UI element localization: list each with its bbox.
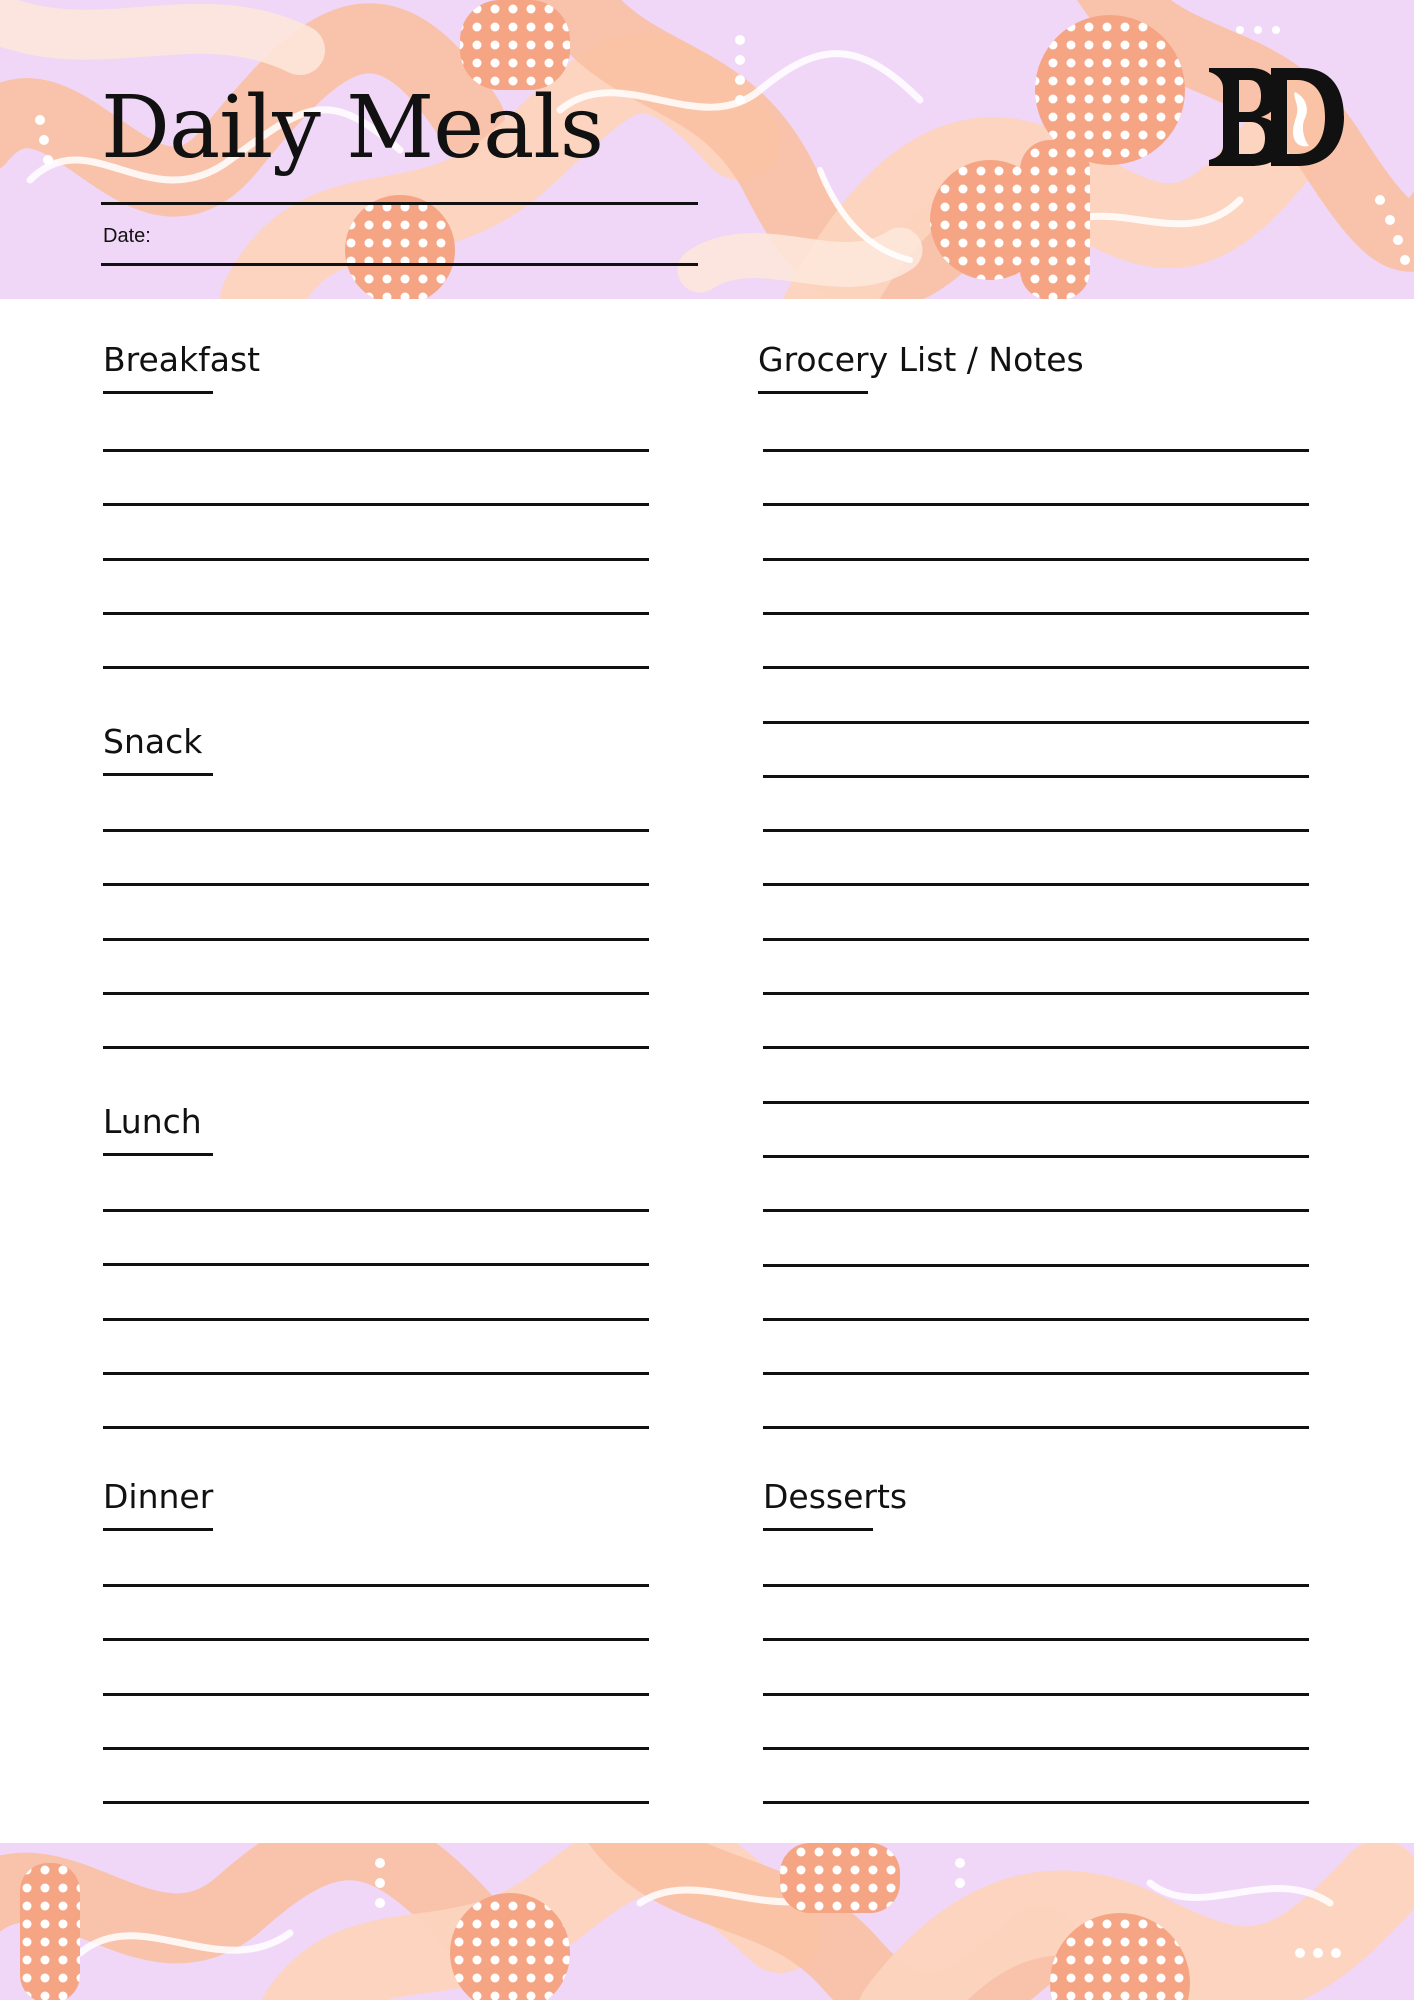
writing-line[interactable] (103, 449, 649, 452)
writing-line[interactable] (763, 829, 1309, 832)
writing-line[interactable] (763, 721, 1309, 724)
section-underline (103, 391, 213, 394)
bd-logo-image (1199, 62, 1344, 172)
writing-line[interactable] (763, 1747, 1309, 1750)
writing-line[interactable] (103, 666, 649, 669)
writing-line[interactable] (763, 938, 1309, 941)
writing-line[interactable] (763, 1638, 1309, 1641)
writing-line[interactable] (763, 1264, 1309, 1267)
writing-line[interactable] (103, 992, 649, 995)
writing-line[interactable] (103, 883, 649, 886)
writing-line[interactable] (763, 1209, 1309, 1212)
section-title: Breakfast (103, 340, 261, 379)
writing-line[interactable] (763, 449, 1309, 452)
section-title: Grocery List / Notes (758, 340, 1084, 379)
section-title: Snack (103, 722, 203, 761)
writing-line[interactable] (103, 1747, 649, 1750)
writing-line[interactable] (103, 1263, 649, 1266)
writing-line[interactable] (763, 1318, 1309, 1321)
section-underline (763, 1528, 873, 1531)
writing-line[interactable] (103, 1584, 649, 1587)
writing-line[interactable] (763, 558, 1309, 561)
writing-line[interactable] (103, 1801, 649, 1804)
writing-line[interactable] (103, 558, 649, 561)
writing-line[interactable] (763, 1584, 1309, 1587)
section-title: Dinner (103, 1477, 214, 1516)
writing-line[interactable] (763, 775, 1309, 778)
writing-line[interactable] (763, 503, 1309, 506)
title-divider (101, 202, 698, 205)
writing-line[interactable] (103, 612, 649, 615)
abstract-pattern-image (0, 1843, 1414, 2000)
section-title: Desserts (763, 1477, 908, 1516)
writing-line[interactable] (103, 1209, 649, 1212)
writing-line[interactable] (103, 1638, 649, 1641)
writing-line[interactable] (763, 1101, 1309, 1104)
writing-line[interactable] (103, 1693, 649, 1696)
writing-line[interactable] (103, 1318, 649, 1321)
writing-line[interactable] (763, 883, 1309, 886)
date-label: Date: (103, 225, 151, 247)
writing-line[interactable] (763, 1155, 1309, 1158)
writing-line[interactable] (763, 1046, 1309, 1049)
date-line[interactable] (101, 263, 698, 266)
section-title: Lunch (103, 1102, 202, 1141)
writing-line[interactable] (763, 1801, 1309, 1804)
writing-line[interactable] (763, 1372, 1309, 1375)
writing-line[interactable] (103, 829, 649, 832)
writing-line[interactable] (103, 1372, 649, 1375)
page-title: Daily Meals (101, 78, 604, 178)
section-underline (103, 1153, 213, 1156)
writing-line[interactable] (103, 1426, 649, 1429)
section-underline (758, 391, 868, 394)
writing-line[interactable] (103, 938, 649, 941)
writing-line[interactable] (763, 1693, 1309, 1696)
writing-line[interactable] (103, 503, 649, 506)
section-underline (103, 1528, 213, 1531)
footer-pattern-band (0, 1843, 1414, 2000)
writing-line[interactable] (763, 666, 1309, 669)
writing-line[interactable] (763, 612, 1309, 615)
writing-line[interactable] (763, 992, 1309, 995)
writing-line[interactable] (763, 1426, 1309, 1429)
section-underline (103, 773, 213, 776)
writing-line[interactable] (103, 1046, 649, 1049)
